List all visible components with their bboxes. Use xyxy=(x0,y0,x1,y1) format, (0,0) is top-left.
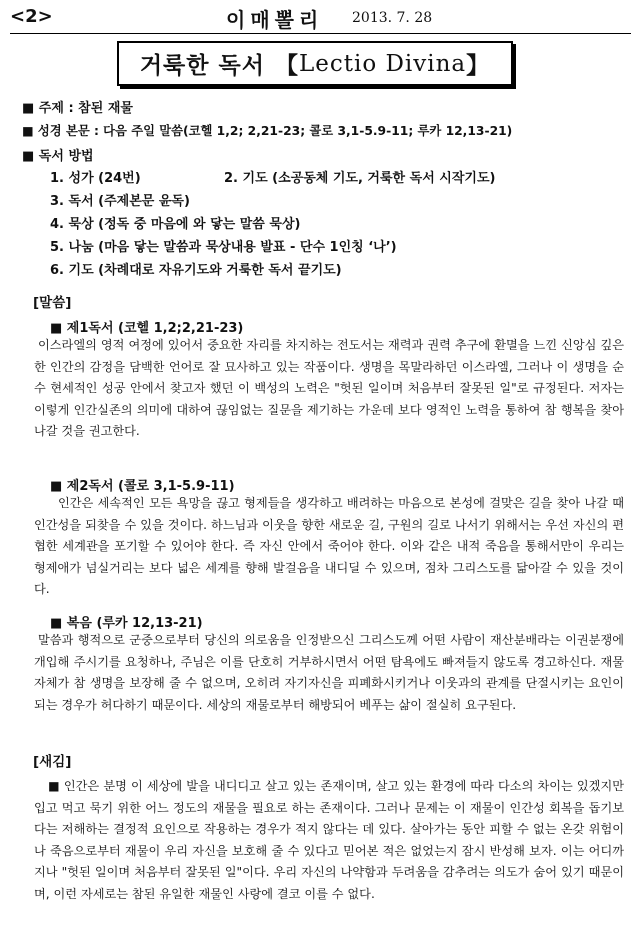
reflection-heading: [새김] xyxy=(33,754,72,770)
gospel-text: 말씀과 행적으로 군중으로부터 당신의 의로움을 인정받으신 그리스도께 어떤 사람이 재산분배라는 이권분쟁에 개입해 주시기를 요청하나, 주님은 이를 단호히 거부하시면서 어떤 탐욕에도 빠져들지 않도록 경고하신다. 재물 자체가 참 생명을 보장해 줄 수 없으며, 오히려 자기자신을 피폐화시키거나 이웃과의 관계를 단절시키는 요인이 되는 경우가 허다하기 때문이다. 세상의 재물로부터 해방되어 베푸는 삶이 절실히 요구된다. xyxy=(34,633,624,712)
header-divider xyxy=(10,33,631,34)
reading1-heading: ■ 제1독서 (코헬 1,2;2,21-23) xyxy=(50,321,244,336)
method-label: ■ 독서 방법 xyxy=(22,149,94,164)
step-2: 2. 기도 (소공동체 기도, 거룩한 독서 시작기도) xyxy=(224,171,496,186)
reading2-text: 인간은 세속적인 모든 욕망을 끊고 형제들을 생각하고 배려하는 마음으로 본성에 걸맞은 길을 찾아 나갈 때 인간성을 되찾을 수 있을 것이다. 하느님과 이웃을 향한 새로운 길, 구원의 길로 나서기 위해서는 우선 자신의 편협한 세계관을 포기할 수 있어야 한다. 즉 자신 안에서 죽어야 한다. 이와 같은 내적 죽음을 통해서만이 우리는 형제애가 넘실거리는 보다 넓은 세계를 향해 발걸음을 내디딜 수 있으며, 점차 그리스도를 닮아갈 수 있을 것이다. xyxy=(34,496,624,597)
title-open-bracket: 【 xyxy=(274,53,299,79)
scripture-line: ■ 성경 본문 : 다음 주일 말씀(코헬 1,2; 2,21-23; 콜로 3,1-5.9-11; 루카 12,13-21) xyxy=(22,124,513,138)
gospel-heading: ■ 복음 (루카 12,13-21) xyxy=(50,616,203,631)
newsletter-title: 이매뽈리 xyxy=(226,8,324,32)
step-4: 4. 묵상 (정독 중 마음에 와 닿는 말씀 묵상) xyxy=(50,217,301,232)
theme-line: ■ 주제 : 참된 재물 xyxy=(22,101,133,116)
issue-date: 2013. 7. 28 xyxy=(352,10,433,26)
step-6: 6. 기도 (차례대로 자유기도와 거룩한 독서 끝기도) xyxy=(50,263,342,278)
step-5: 5. 나눔 (마음 닿는 말씀과 묵상내용 발표 - 단수 1인칭 ‘나’) xyxy=(50,240,397,255)
title-close-bracket: 】 xyxy=(466,53,491,79)
word-heading: [말씀] xyxy=(33,295,72,311)
title-korean: 거룩한 독서 xyxy=(139,53,265,79)
reading2-heading: ■ 제2독서 (콜로 3,1-5.9-11) xyxy=(50,479,235,494)
title-box xyxy=(117,41,513,86)
reflection-text: ■ 인간은 분명 이 세상에 발을 내디디고 살고 있는 존재이며, 살고 있는 환경에 따라 다소의 차이는 있겠지만 입고 먹고 묵기 위한 어느 정도의 재물을 필요로 하는 존재이다. 그러나 문제는 이 재물이 인간성 회복을 돕기보다는 저해하는 결정적 요인으로 작용하는 경우가 적지 않다는 데 있다. 살아가는 동안 피할 수 없는 온갖 위험이나 죽음으로부터 재물이 우리 자신을 보호해 줄 수 있다고 믿어본 적은 없었는지 잠시 반성해 보자. 이는 어디까지나 "헛된 일이며 처음부터 잘못된 일"이다. 우리 자신의 나약함과 두려움을 감추려는 의도가 숨어 있기 때문이며, 이런 자세로는 참된 유일한 재물인 사랑에 결코 이를 수 없다. xyxy=(34,779,624,901)
step-3: 3. 독서 (주제본문 윤독) xyxy=(50,194,190,209)
reading1-text: 이스라엘의 영적 여정에 있어서 중요한 자리를 차지하는 전도서는 재력과 권력 추구에 환멸을 느낀 신앙심 깊은 한 인간의 감정을 담백한 언어로 잘 묘사하고 있는 작품이다. 생명을 목말라하던 이스라엘, 그러나 이 생명을 순수 현세적인 성공 안에서 찾고자 했던 이 백성의 노력은 "헛된 일이며 처음부터 잘못된 일"로 규정된다. 저자는 이렇게 인간실존의 의미에 대하여 끊임없는 질문을 제기하는 가운데 보다 영적인 노력을 통하여 참 행복을 찾아나갈 것을 권고한다. xyxy=(34,338,624,439)
title-latin: Lectio Divina xyxy=(298,50,467,77)
page-number: <2> xyxy=(10,6,53,27)
step-1: 1. 성가 (24번) xyxy=(50,171,141,186)
